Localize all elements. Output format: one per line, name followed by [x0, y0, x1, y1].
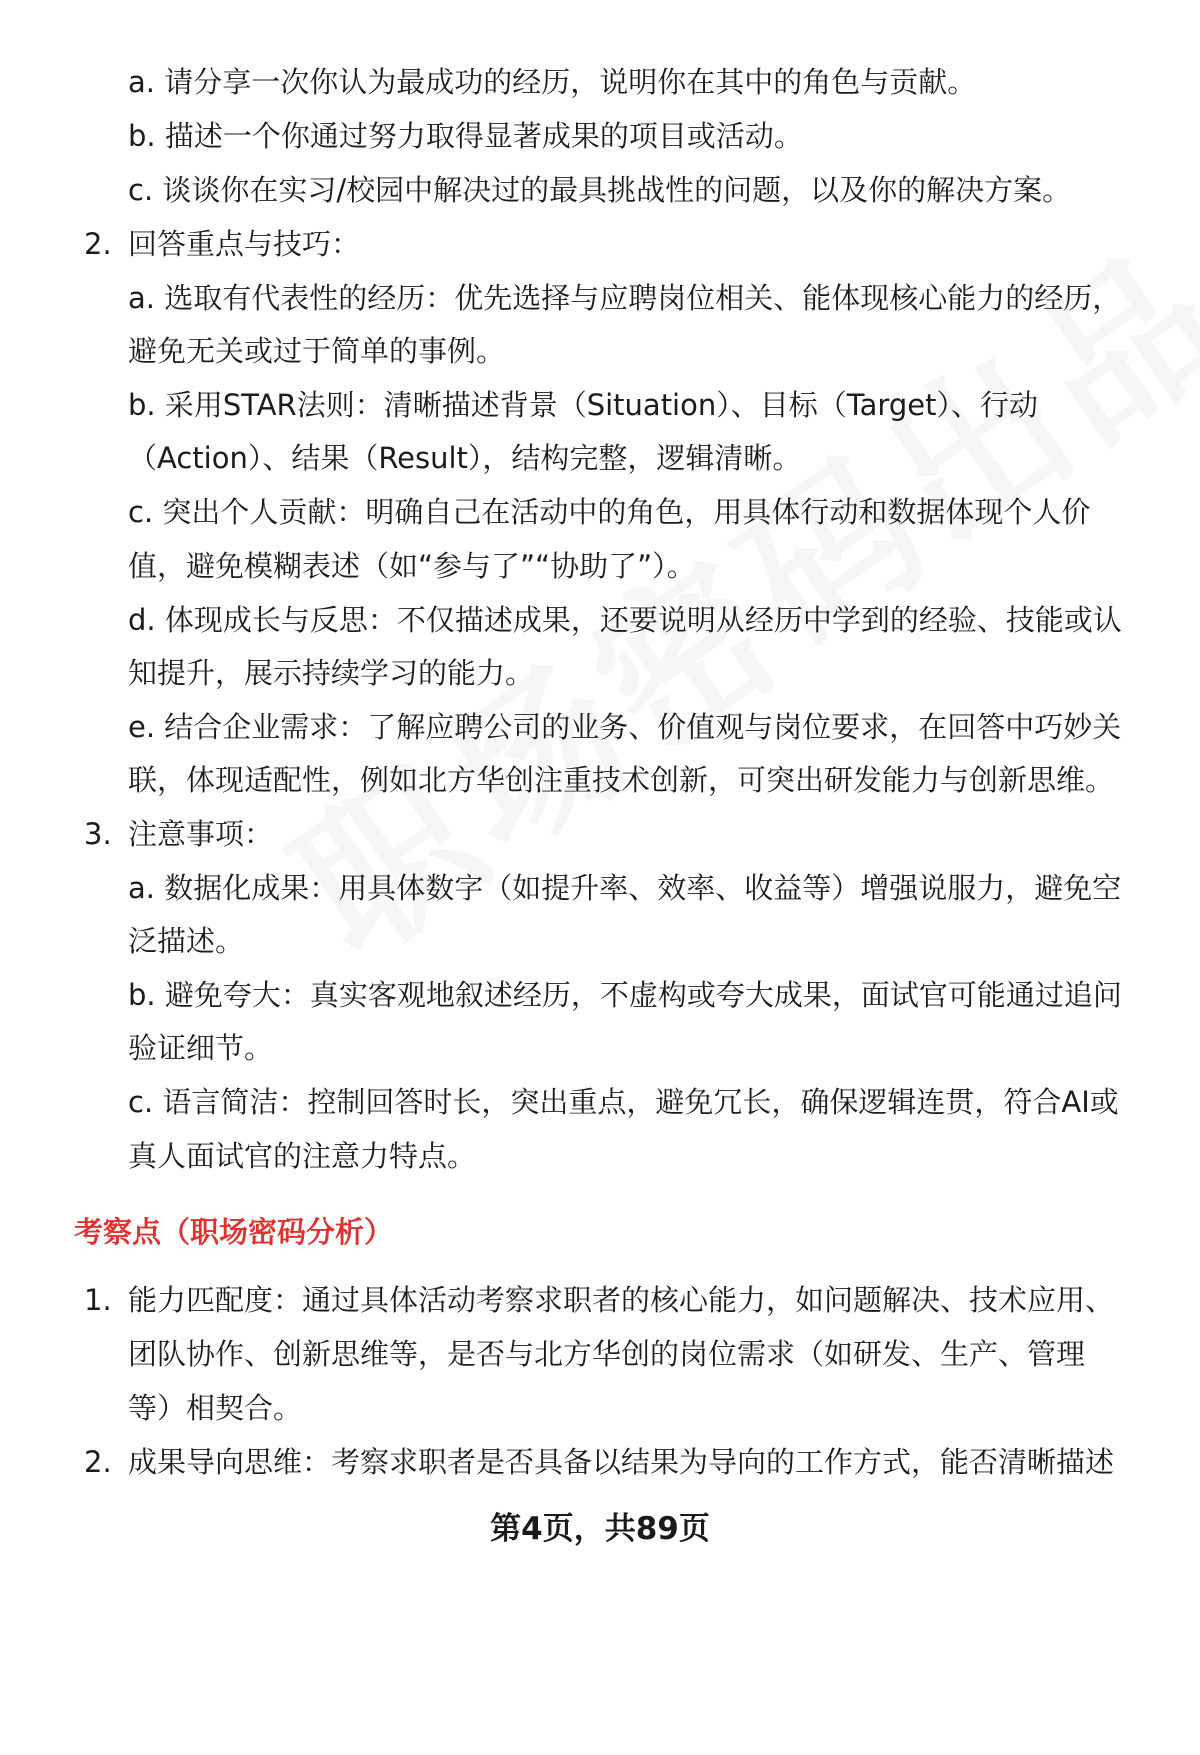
page-footer: 第4页，共89页 [490, 1511, 710, 1547]
note-a-line1: a. 数据化成果：用具体数字（如提升率、效率、收益等）增强说服力，避免空 [128, 871, 1122, 905]
tip-e-line1: e. 结合企业需求：了解应聘公司的业务、价值观与岗位要求，在回答中巧妙关 [128, 710, 1122, 744]
point2-line1: 成果导向思维：考察求职者是否具备以结果为导向的工作方式，能否清晰描述 [128, 1445, 1115, 1479]
tip-c-line2: 值，避免模糊表述（如“参与了”“协助了”）。 [128, 549, 696, 583]
tip-b-line2: （Action）、结果（Result），结构完整，逻辑清晰。 [128, 441, 802, 475]
point1-line2: 团队协作、创新思维等，是否与北方华创的岗位需求（如研发、生产、管理 [128, 1337, 1086, 1371]
list-number: 3. [84, 817, 112, 851]
tip-a-line1: a. 选取有代表性的经历：优先选择与应聘岗位相关、能体现核心能力的经历， [128, 281, 1122, 315]
list-number: 2. [84, 1445, 112, 1479]
section-heading: 考察点（职场密码分析） [74, 1215, 394, 1249]
note-b-line2: 验证细节。 [128, 1031, 274, 1065]
tip-b-line1: b. 采用STAR法则：清晰描述背景（Situation）、目标（Target）、行动 [128, 388, 1038, 422]
list-number: 1. [84, 1283, 112, 1317]
note-c-line2: 真人面试官的注意力特点。 [128, 1139, 477, 1173]
tip-e-line2: 联，体现适配性，例如北方华创注重技术创新，可突出研发能力与创新思维。 [128, 763, 1115, 797]
list-number: 2. [84, 227, 112, 261]
note-c-line1: c. 语言简洁：控制回答时长，突出重点，避免冗长，确保逻辑连贯，符合AI或 [128, 1085, 1119, 1119]
tip-d-line1: d. 体现成长与反思：不仅描述成果，还要说明从经历中学到的经验、技能或认 [128, 603, 1122, 637]
question-a: a. 请分享一次你认为最成功的经历，说明你在其中的角色与贡献。 [128, 65, 977, 99]
point1-line3: 等）相契合。 [128, 1391, 303, 1425]
note-b-line1: b. 避免夸大：真实客观地叙述经历，不虚构或夸大成果，面试官可能通过追问 [128, 978, 1122, 1012]
point1-line1: 能力匹配度：通过具体活动考察求职者的核心能力，如问题解决、技术应用、 [128, 1283, 1115, 1317]
note-a-line2: 泛描述。 [128, 924, 245, 958]
tip-c-line1: c. 突出个人贡献：明确自己在活动中的角色，用具体行动和数据体现个人价 [128, 495, 1091, 529]
tip-d-line2: 知提升，展示持续学习的能力。 [128, 656, 535, 690]
list-item-title: 注意事项： [128, 817, 274, 851]
list-item-title: 回答重点与技巧： [128, 227, 361, 261]
question-b: b. 描述一个你通过努力取得显著成果的项目或活动。 [128, 119, 803, 153]
question-c: c. 谈谈你在实习/校园中解决过的最具挑战性的问题，以及你的解决方案。 [128, 173, 1072, 207]
tip-a-line2: 避免无关或过于简单的事例。 [128, 334, 506, 368]
